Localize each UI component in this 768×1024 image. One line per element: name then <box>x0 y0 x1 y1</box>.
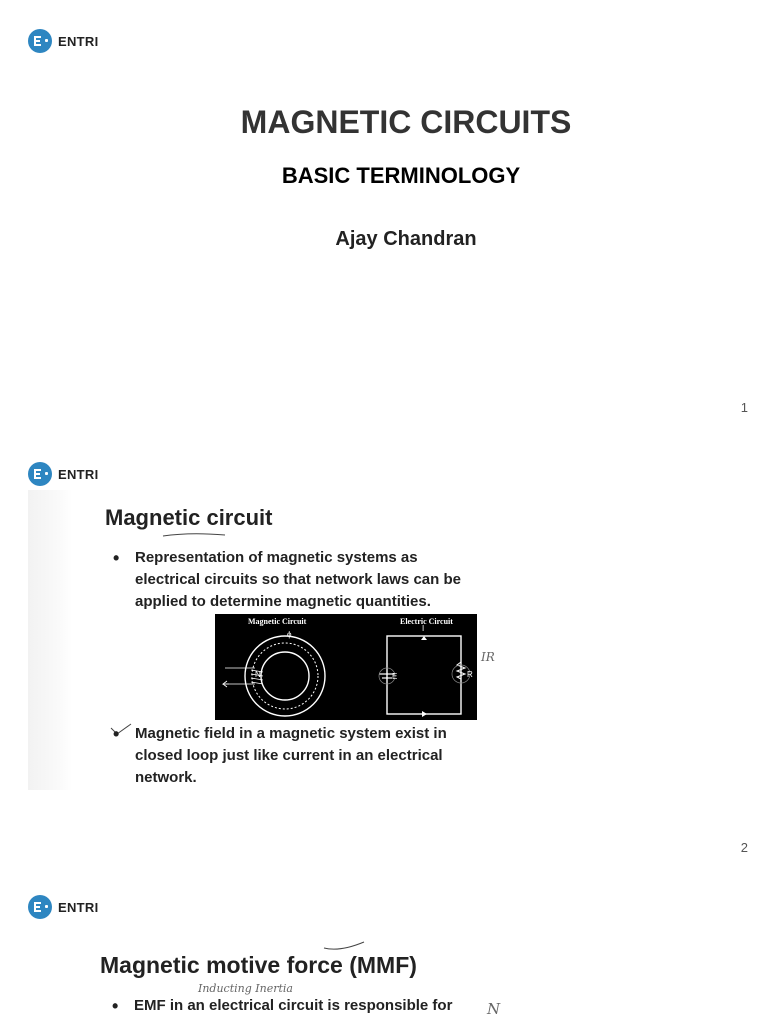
brand-name: ENTRI <box>58 466 99 482</box>
flux-label: ϕ <box>287 630 292 639</box>
current-label: I <box>422 624 425 633</box>
page-1 <box>0 0 768 432</box>
author-name: Ajay Chandran <box>335 228 477 250</box>
handwritten-underline <box>105 530 305 542</box>
bullet-list-1 <box>107 547 482 613</box>
slide-title: Magnetic circuit <box>105 505 273 530</box>
handwritten-note: Inducting Inertia <box>198 982 293 995</box>
brand-name: ENTRI <box>58 899 99 915</box>
entri-logo <box>28 29 99 53</box>
entri-logo <box>28 895 99 919</box>
diagram-label-magnetic: Magnetic Circuit <box>248 617 307 626</box>
document-subtitle: BASIC TERMINOLOGY <box>281 163 521 188</box>
handwritten-note-ir: IR <box>481 650 495 664</box>
slide-title: Magnetic motive force (MMF) <box>100 952 417 978</box>
bullet-item: • EMF in an electrical circuit is responsible for <box>106 995 506 1017</box>
diagram-label-electric: Electric Circuit <box>400 617 453 626</box>
brand-name: ENTRI <box>58 33 99 49</box>
entri-logo-icon <box>28 462 52 486</box>
page-number: 1 <box>740 400 748 415</box>
handwritten-n: N <box>487 1000 501 1018</box>
bullet-item: • Magnetic field in a magnetic system exist in closed loop just like current in an electrical network. <box>107 723 482 789</box>
resistance-label: R <box>467 670 473 679</box>
circuit-drawing <box>215 614 477 720</box>
page-number: 2 <box>740 840 748 855</box>
emf-source-label: E <box>392 672 398 681</box>
entri-logo <box>28 462 99 486</box>
scan-shadow <box>28 490 72 790</box>
bullet-list-2 <box>107 723 482 789</box>
page-2 <box>0 432 768 864</box>
entri-logo-icon <box>28 29 52 53</box>
document-title: MAGNETIC CIRCUITS <box>240 104 572 140</box>
bullet-list <box>106 995 506 1017</box>
coil-turns-label: N <box>255 670 261 679</box>
bullet-item: • Representation of magnetic systems as electrical circuits so that network laws can be applied to determine magnetic quantities. <box>107 547 482 613</box>
magnetic-vs-electric-diagram <box>215 614 477 720</box>
page-3 <box>0 864 768 1024</box>
entri-logo-icon <box>28 895 52 919</box>
